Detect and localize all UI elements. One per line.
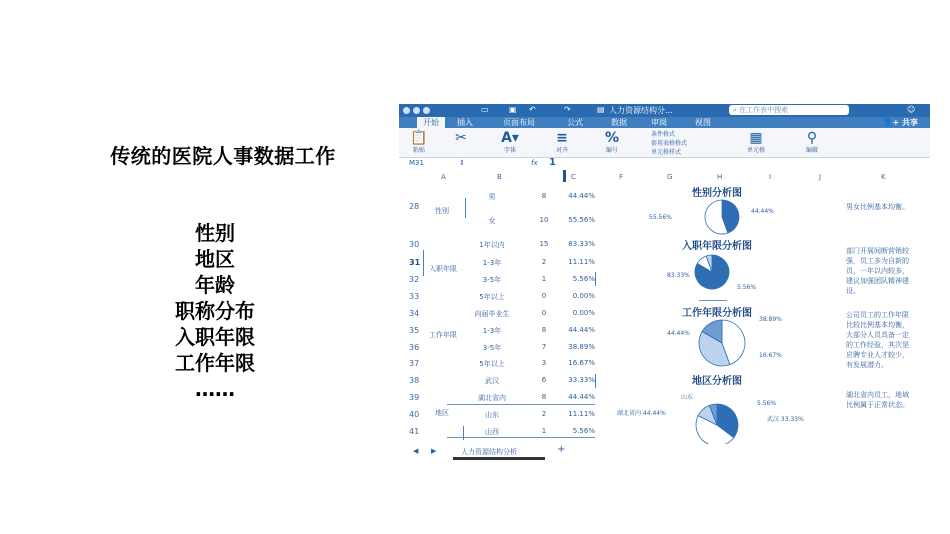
topic-list	[150, 220, 280, 402]
window-title: 人力资源结构分...	[609, 106, 673, 115]
font-group[interactable]	[495, 130, 525, 155]
scroll-right-icon[interactable]: ▶	[431, 447, 437, 455]
topic-item: 工作年限	[175, 351, 255, 375]
table-cell[interactable]: 10	[539, 216, 549, 224]
pie-label: 16.67%	[759, 352, 782, 359]
ribbon-toolbar	[399, 128, 930, 158]
fx-icon: fx	[531, 159, 538, 167]
table-cell[interactable]: 山西	[485, 428, 499, 436]
smiley-feedback-icon[interactable]: ☺	[907, 105, 916, 114]
sheet-tab-underline	[453, 457, 545, 460]
tab-formulas[interactable]: 公式	[567, 118, 583, 127]
conditional-format-menu[interactable]: 条件格式	[651, 131, 676, 138]
group-label[interactable]: 入职年限	[429, 265, 457, 273]
chart-title: 性别分析图	[692, 188, 742, 199]
edit-label: 编辑	[805, 147, 818, 154]
share-button[interactable]: 👤+ 共享	[882, 118, 918, 127]
tab-review[interactable]: 审阅	[651, 118, 667, 127]
table-cell[interactable]: 2	[541, 258, 547, 266]
column-header[interactable]: I	[769, 173, 772, 181]
table-cell[interactable]: 16.67%	[568, 359, 595, 367]
formula-bar	[399, 158, 930, 170]
table-cell[interactable]: 8	[541, 326, 547, 334]
region-pie-chart[interactable]	[677, 402, 757, 448]
tab-home[interactable]: 开始	[417, 117, 445, 128]
window-titlebar	[399, 104, 930, 117]
close-window-button[interactable]	[403, 107, 410, 114]
table-row	[399, 410, 599, 422]
table-cell[interactable]: 5.56%	[572, 427, 595, 435]
redo-icon[interactable]: ↷	[564, 105, 571, 114]
table-row	[399, 292, 599, 304]
row-number[interactable]: 28	[409, 202, 420, 211]
table-row	[399, 359, 599, 371]
cell-style-menu[interactable]: 单元格样式	[651, 149, 682, 156]
table-cell[interactable]: 1	[541, 427, 547, 435]
tenure-pie-chart[interactable]	[687, 253, 737, 291]
pie-label: 55.56%	[649, 214, 672, 221]
table-row	[399, 240, 599, 252]
table-cell[interactable]: 3-5年	[482, 344, 502, 352]
font-icon: A▾	[501, 130, 519, 146]
chart-title: 地区分析图	[692, 376, 742, 387]
row-number[interactable]: 34	[409, 309, 420, 318]
search-icon: ⚲	[806, 130, 818, 146]
table-row	[399, 275, 599, 287]
share-label: 共享	[902, 118, 918, 127]
row-number[interactable]: 41	[409, 427, 420, 436]
undo-icon[interactable]: ↶	[529, 105, 536, 114]
table-cell[interactable]: 武汉	[485, 377, 499, 385]
cell-border	[463, 426, 464, 440]
analysis-comment[interactable]: 湖北省内员工，地域比例属于正常状态。	[846, 391, 909, 409]
sidebar-icon[interactable]: ▭	[481, 105, 489, 114]
align-label: 对齐	[555, 147, 568, 154]
tab-insert[interactable]: 插入	[457, 118, 473, 127]
scissors-icon: ✂	[455, 130, 467, 146]
table-row	[399, 309, 599, 321]
column-header[interactable]: J	[819, 173, 822, 181]
table-cell[interactable]: 15	[539, 240, 549, 248]
tab-page-layout[interactable]: 页面布局	[503, 118, 535, 127]
table-row	[399, 216, 599, 228]
excel-doc-icon: ▤	[597, 105, 605, 114]
column-header[interactable]: G	[667, 173, 673, 181]
table-cell[interactable]: 33.33%	[568, 376, 595, 384]
maximize-window-button[interactable]	[423, 107, 430, 114]
row-number[interactable]: 35	[409, 326, 420, 335]
table-cell[interactable]: 44.44%	[568, 326, 595, 334]
row-number[interactable]: 33	[409, 292, 420, 301]
table-cell[interactable]: 44.44%	[568, 192, 595, 200]
number-label: 编号	[605, 147, 618, 154]
clipboard-icon: 📋	[410, 130, 428, 146]
group-label[interactable]: 工作年限	[429, 331, 457, 339]
group-label[interactable]: 地区	[435, 409, 449, 417]
table-cell[interactable]: 3	[541, 359, 547, 367]
column-header[interactable]: A	[441, 173, 446, 181]
table-cell[interactable]: 0.00%	[572, 309, 595, 317]
pie-label: 38.89%	[759, 316, 782, 323]
table-cell[interactable]: 2	[541, 410, 547, 418]
topic-item: 职称分布	[175, 299, 255, 323]
table-row	[399, 192, 599, 204]
table-row	[399, 376, 599, 388]
cell-border	[595, 374, 596, 388]
cells-label: 单元格	[746, 147, 765, 154]
search-icon: ⌕	[733, 106, 740, 114]
table-cell[interactable]: 7	[541, 343, 547, 351]
chart-divider	[699, 300, 727, 301]
paste-label: 粘贴	[412, 147, 425, 154]
table-cell[interactable]: 0	[541, 309, 547, 317]
column-header[interactable]: C	[571, 173, 576, 181]
topic-item: 年龄	[195, 273, 235, 297]
column-header[interactable]: B	[497, 173, 502, 181]
font-label: 字体	[503, 147, 516, 154]
table-cell[interactable]: 6	[541, 376, 547, 384]
row-number[interactable]: 39	[409, 393, 420, 402]
pie-label: 湖北省内 44.44%	[617, 410, 666, 417]
row-number[interactable]: 36	[409, 343, 420, 352]
sheet-search-input[interactable]	[729, 105, 849, 115]
table-cell[interactable]: 1-3年	[482, 327, 502, 335]
cell-border	[465, 198, 466, 218]
table-cell[interactable]: 女	[488, 217, 496, 225]
table-cell[interactable]: 1	[541, 275, 547, 283]
tab-data[interactable]: 数据	[611, 118, 627, 127]
pie-label: 83.33%	[667, 272, 690, 279]
save-icon[interactable]: ▣	[509, 105, 517, 114]
topic-item: 入职年限	[175, 325, 255, 349]
row-number[interactable]: 30	[409, 240, 420, 249]
sheet-tab[interactable]: 人力资源结构分析	[461, 448, 517, 456]
table-cell[interactable]: 向届毕业生	[474, 310, 510, 318]
column-resize-handle[interactable]	[563, 170, 566, 182]
scroll-left-icon[interactable]: ◀	[413, 447, 419, 455]
table-cell[interactable]: 1年以内	[479, 241, 505, 249]
table-cell[interactable]: 38.89%	[568, 343, 595, 351]
column-header[interactable]: H	[717, 173, 723, 181]
column-header[interactable]: F	[619, 173, 624, 181]
table-cell[interactable]: 1-3年	[482, 259, 502, 267]
analysis-comment[interactable]: 部门开展间断营销较强，员工多为自新的员，一年以内较多，建议加强团队精神建设。	[846, 247, 909, 295]
pie-label: 5.56%	[757, 400, 777, 407]
table-cell[interactable]: 8	[541, 393, 547, 401]
work-years-pie-chart[interactable]	[687, 318, 757, 368]
analysis-comment[interactable]: 男女比例基本均衡。	[846, 203, 909, 211]
row-number[interactable]: 32	[409, 275, 420, 284]
table-cell[interactable]: 5年以上	[479, 360, 505, 368]
cut-button[interactable]	[451, 130, 471, 146]
table-cell[interactable]: 男	[488, 193, 496, 201]
table-cell[interactable]: 83.33%	[568, 240, 595, 248]
column-header[interactable]: K	[881, 173, 886, 181]
table-cell[interactable]: 8	[541, 192, 547, 200]
slide-title: 传统的医院人事数据工作	[110, 144, 336, 168]
table-cell[interactable]: 5.56%	[572, 275, 595, 283]
table-cell[interactable]: 5年以上	[479, 293, 505, 301]
table-cell[interactable]: 11.11%	[568, 258, 595, 266]
cell-border	[423, 250, 424, 276]
row-number[interactable]: 40	[409, 410, 420, 419]
table-cell[interactable]: 11.11%	[568, 410, 595, 418]
cells-icon: ▦	[749, 130, 763, 146]
pie-label: 5.56%	[737, 284, 757, 291]
pie-label: 44.44%	[751, 208, 774, 215]
table-cell[interactable]: 0.00%	[572, 292, 595, 300]
row-number[interactable]: 31	[409, 258, 421, 267]
ribbon-tabs	[399, 117, 930, 128]
align-group[interactable]	[547, 130, 577, 155]
align-icon: ≡	[556, 130, 568, 146]
name-box[interactable]: M31	[409, 159, 424, 167]
formula-input[interactable]: 1	[549, 157, 556, 168]
number-group[interactable]	[597, 130, 627, 155]
minimize-window-button[interactable]	[413, 107, 420, 114]
gender-pie-chart[interactable]	[697, 198, 747, 236]
pie-label: 武汉 33.33%	[767, 416, 804, 423]
analysis-comment[interactable]: 公司员工的工作年限比较比例基本均衡，大部分人员具备一定的工作经验，其次是应聘专业人才较少，有发展潜力。	[846, 311, 909, 369]
edit-group[interactable]	[797, 130, 827, 155]
row-number[interactable]: 37	[409, 359, 420, 368]
pie-label: 44.44%	[667, 330, 690, 337]
chart-title: 工作年限分析图	[682, 308, 752, 319]
table-cell[interactable]: 55.56%	[568, 216, 595, 224]
topic-item: 地区	[195, 247, 235, 271]
paste-button[interactable]	[407, 130, 431, 155]
search-placeholder: 在工作表中搜索	[739, 106, 789, 114]
table-cell[interactable]: 3-5年	[482, 276, 502, 284]
percent-icon: %	[604, 130, 620, 146]
table-row	[399, 343, 599, 355]
name-box-stepper-icon[interactable]: ⇕	[459, 159, 465, 167]
topic-item: ……	[195, 377, 235, 401]
table-format-menu[interactable]: 套用表格格式	[651, 140, 688, 147]
table-cell[interactable]: 0	[541, 292, 547, 300]
table-cell[interactable]: 山东	[485, 411, 499, 419]
cells-group[interactable]	[741, 130, 771, 155]
cell-border	[595, 272, 596, 286]
cell-border	[447, 404, 595, 405]
chart-title: 入职年限分析图	[682, 241, 752, 252]
table-cell[interactable]: 湖北省内	[478, 394, 506, 402]
table-cell[interactable]: 44.44%	[568, 393, 595, 401]
pie-label: 山东	[681, 394, 694, 401]
spreadsheet-screenshot	[399, 104, 930, 460]
add-sheet-button[interactable]: +	[557, 444, 566, 455]
cell-border	[447, 437, 595, 438]
row-number[interactable]: 38	[409, 376, 420, 385]
topic-item: 性别	[195, 221, 235, 245]
tab-view[interactable]: 视图	[695, 118, 711, 127]
group-label[interactable]: 性别	[435, 207, 449, 215]
